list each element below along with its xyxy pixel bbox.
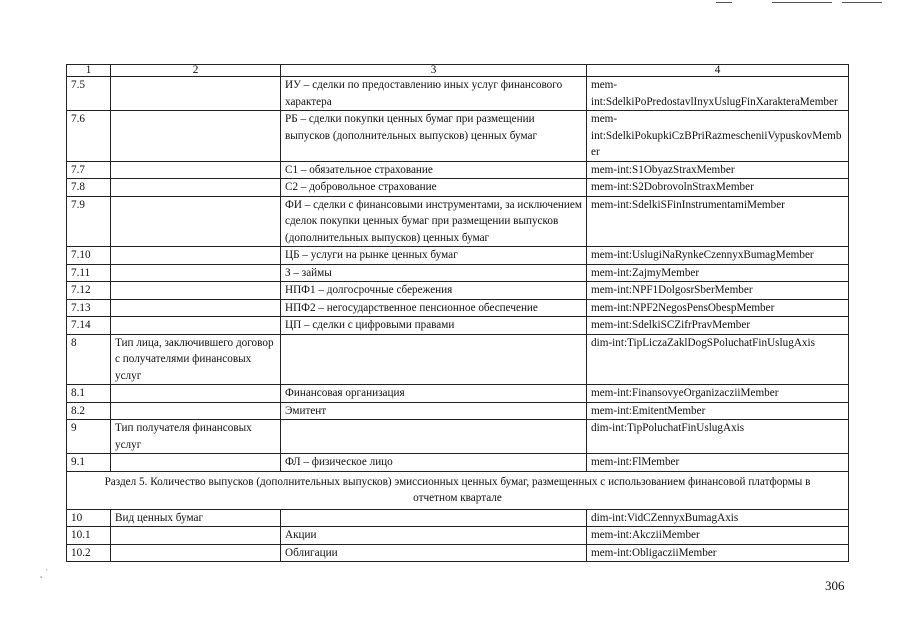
cell-c3: ЦП – сделки с цифровыми правами [281,317,587,335]
cell-c1: 7.6 [67,111,111,162]
table-row [67,527,849,545]
header-cell: 1 [67,65,111,77]
cell-c1: 7.9 [67,196,111,247]
cell-c2 [111,527,281,545]
cell-c2 [111,299,281,317]
cell-c3: З – займы [281,264,587,282]
cell-c1: 8 [67,334,111,385]
taxonomy-table [66,64,849,562]
table-row [67,111,849,162]
cell-c3: НПФ1 – долгосрочные сбережения [281,282,587,300]
section-heading-row [67,471,849,509]
cell-c2 [111,247,281,265]
cell-c1: 10.2 [67,544,111,562]
cell-c1: 8.2 [67,402,111,420]
table-row [67,402,849,420]
table-row [67,454,849,472]
cell-c4: mem-int:FinansovyeOrganizacziiMember [587,385,849,403]
table-row [67,247,849,265]
cell-c2 [111,385,281,403]
cell-c2 [111,196,281,247]
table-row [67,77,849,111]
cell-c1: 7.11 [67,264,111,282]
table-row [67,264,849,282]
section-title: Раздел 5. Количество выпусков (дополнительных выпусков) эмиссионных ценных бумаг, размещенных с использованием финансовой платформы в отчетном квартале [67,471,849,509]
cell-c4: dim-int:VidCZennyxBumagAxis [587,509,849,527]
cell-c3: С2 – добровольное страхование [281,179,587,197]
cell-c4: mem-int:ObligacziiMember [587,544,849,562]
cell-c4: mem-int:SdelkiPokupkiCzBPriRazmescheniiVypuskovMember [587,111,849,162]
cell-c3 [281,420,587,454]
cell-c1: 9.1 [67,454,111,472]
cell-c1: 8.1 [67,385,111,403]
table-row [67,317,849,335]
table-row [67,196,849,247]
top-rule [772,2,832,3]
page-number: 306 [825,578,845,593]
table-row [67,161,849,179]
top-rule [842,2,882,3]
table-row [67,179,849,197]
cell-c2 [111,402,281,420]
cell-c4: dim-int:TipLiczaZaklDogSPoluchatFinUslugAxis [587,334,849,385]
cell-c4: mem-int:NPF2NegosPensObespMember [587,299,849,317]
table-row [67,334,849,385]
cell-c4: mem-int:AkcziiMember [587,527,849,545]
header-cell: 4 [587,65,849,77]
cell-c2 [111,179,281,197]
cell-c2 [111,317,281,335]
cell-c1: 7.5 [67,77,111,111]
header-cell: 2 [111,65,281,77]
table-row [67,509,849,527]
table-row [67,282,849,300]
cell-c1: 7.7 [67,161,111,179]
cell-c2: Тип получателя финансовых услуг [111,420,281,454]
cell-c2 [111,111,281,162]
cell-c2: Тип лица, заключившего договор с получателями финансовых услуг [111,334,281,385]
top-rule [716,2,732,3]
table-row [67,385,849,403]
cell-c3: ИУ – сделки по предоставлению иных услуг финансового характера [281,77,587,111]
cell-c4: mem-int:NPF1DolgosrSberMember [587,282,849,300]
cell-c3: Финансовая организация [281,385,587,403]
cell-c2 [111,77,281,111]
table-row [67,420,849,454]
scan-mark: ˛ ˙ [40,568,49,578]
cell-c1: 7.14 [67,317,111,335]
cell-c1: 10 [67,509,111,527]
cell-c4: mem-int:SdelkiSCZifrPravMember [587,317,849,335]
table-header-row [67,65,849,77]
cell-c4: mem-int:EmitentMember [587,402,849,420]
cell-c4: mem-int:FlMember [587,454,849,472]
cell-c3: ФИ – сделки с финансовыми инструментами, за исключением сделок покупки ценных бумаг при размещении выпусков (дополнительных выпусков) ценных бумаг [281,196,587,247]
cell-c2: Вид ценных бумаг [111,509,281,527]
cell-c4: mem-int:UslugiNaRynkeCzennyxBumagMember [587,247,849,265]
cell-c2 [111,264,281,282]
cell-c2 [111,161,281,179]
cell-c4: mem-int:S2DobrovolnStraxMember [587,179,849,197]
cell-c1: 7.13 [67,299,111,317]
cell-c3: Облигации [281,544,587,562]
cell-c4: mem-int:ZajmyMember [587,264,849,282]
cell-c1: 7.12 [67,282,111,300]
cell-c2 [111,454,281,472]
cell-c3 [281,334,587,385]
cell-c4: mem-int:SdelkiPoPredostavlInyxUslugFinXarakteraMember [587,77,849,111]
cell-c3: ЦБ – услуги на рынке ценных бумаг [281,247,587,265]
cell-c3 [281,509,587,527]
cell-c2 [111,544,281,562]
cell-c3: РБ – сделки покупки ценных бумаг при размещении выпусков (дополнительных выпусков) ценных бумаг [281,111,587,162]
cell-c3: Эмитент [281,402,587,420]
cell-c1: 7.8 [67,179,111,197]
table-row [67,299,849,317]
cell-c4: mem-int:S1ObyazStraxMember [587,161,849,179]
cell-c3: ФЛ – физическое лицо [281,454,587,472]
cell-c4: dim-int:TipPoluchatFinUslugAxis [587,420,849,454]
table-row [67,544,849,562]
header-cell: 3 [281,65,587,77]
cell-c1: 7.10 [67,247,111,265]
cell-c3: НПФ2 – негосударственное пенсионное обеспечение [281,299,587,317]
cell-c1: 10.1 [67,527,111,545]
cell-c4: mem-int:SdelkiSFinInstrumentamiMember [587,196,849,247]
cell-c1: 9 [67,420,111,454]
cell-c3: Акции [281,527,587,545]
cell-c2 [111,282,281,300]
cell-c3: С1 – обязательное страхование [281,161,587,179]
